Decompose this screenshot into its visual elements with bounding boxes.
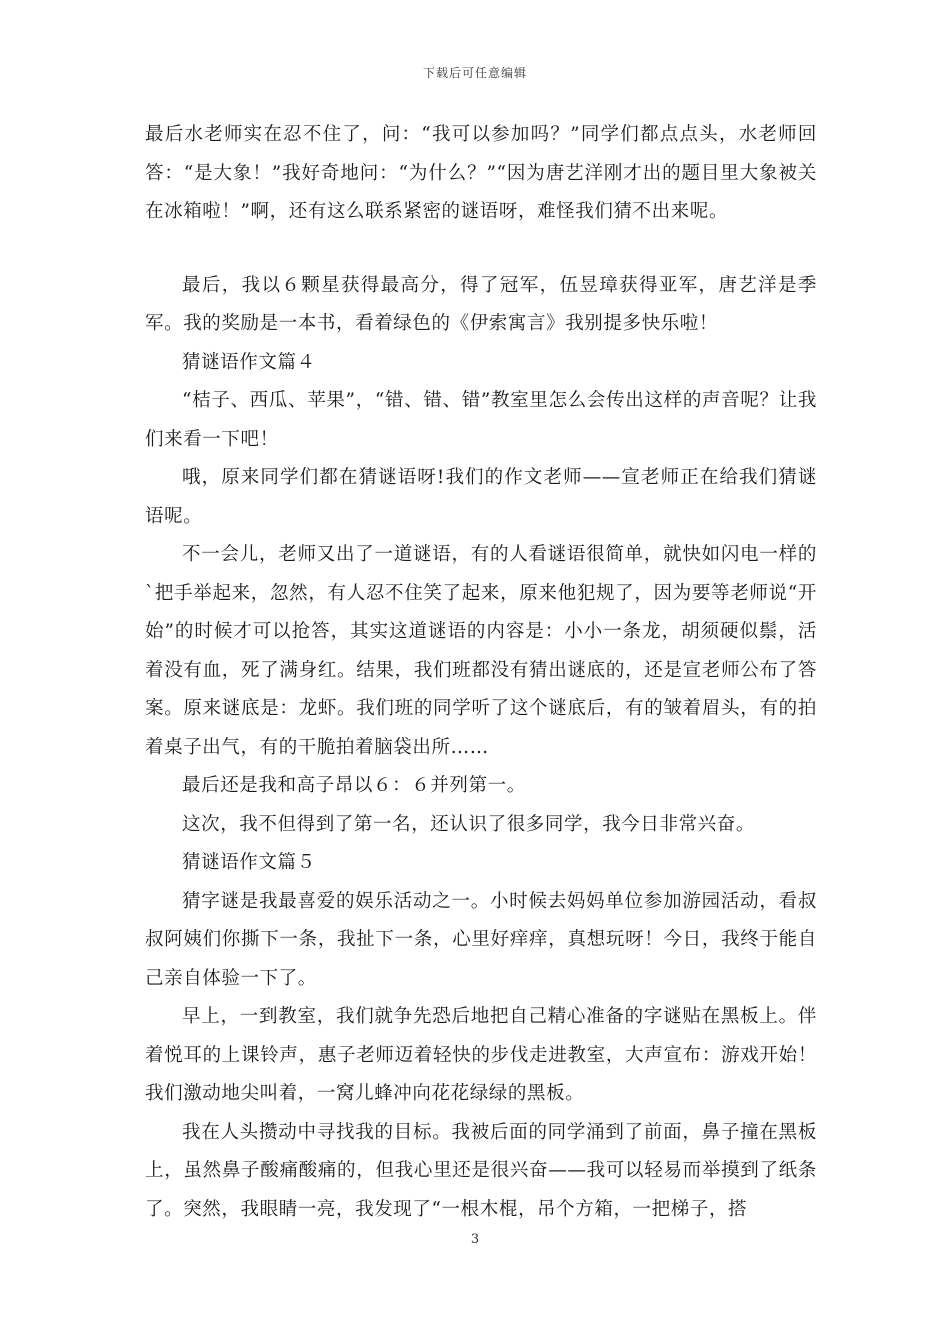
paragraph: 我在人头攒动中寻找我的目标。我被后面的同学涌到了前面，鼻子撞在黑板上，虽然鼻子酸痛酸痛的，但我心里还是很兴奋——我可以轻易而举摸到了纸条了。突然，我眼睛一亮，我发现了“一根木棍，吊个方箱，一把梯子，搭 xyxy=(145,1121,817,1220)
page-number: 3 xyxy=(470,1232,480,1247)
paragraph: “桔子、西瓜、苹果”，“错、错、错”教室里怎么会传出这样的声音呢？让我们来看一下吧！ xyxy=(145,390,817,450)
paragraph: 早上，一到教室，我们就争先恐后地把自己精心准备的字谜贴在黑板上。伴着悦耳的上课铃声，惠子老师迈着轻快的步伐走进教室，大声宣布：游戏开始！我们激动地尖叫着，一窝儿蜂冲向花花绿绿的黑板。 xyxy=(145,1006,817,1104)
paragraph: 猜字谜是我最喜爱的娱乐活动之一。小时候去妈妈单位参加游园活动，看叔叔阿姨们你撕下一条，我扯下一条，心里好痒痒，真想玩呀！今日，我终于能自己亲自体验一下了。 xyxy=(145,890,817,989)
section-heading: 猜谜语作文篇４ xyxy=(182,351,316,373)
paragraph: 哦，原来同学们都在猜谜语呀!我们的作文老师——宣老师正在给我们猜谜语呢。 xyxy=(145,467,817,527)
paragraph: 最后水老师实在忍不住了，问：“我可以参加吗？”同学们都点点头，水老师回答：“是大象！”我好奇地问：“为什么？”“因为唐艺洋刚才出的题目里大象被关在冰箱啦！”啊，还有这么联系紧密的谜语呀，难怪我们猜不出来呢。 xyxy=(145,124,817,222)
blank-line xyxy=(145,232,817,267)
paragraph: 这次，我不但得到了第一名，还认识了很多同学，我今日非常兴奋。 xyxy=(182,813,756,835)
paragraph: 最后，我以６颗星获得最高分，得了冠军，伍昱璋获得亚军，唐艺洋是季军。我的奖励是一本书，看着绿色的《伊索寓言》我别提多快乐啦！ xyxy=(145,274,817,334)
document-body xyxy=(145,116,817,1229)
paragraph: 最后还是我和高子昂以６：６并列第一。 xyxy=(182,775,526,796)
page-header: 下载后可任意编辑 xyxy=(422,66,527,80)
paragraph: 不一会儿，老师又出了一道谜语，有的人看谜语很简单，就快如闪电一样的`把手举起来，忽然，有人忍不住笑了起来，原来他犯规了，因为要等老师说“开始”的时候才可以抢答，其实这道谜语的内容是：小小一条龙，胡须硬似鬃，活着没有血，死了满身红。结果，我们班都没有猜出谜底的，还是宣老师公布了答案。原来谜底是：龙虾。我们班的同学听了这个谜底后，有的皱着眉头，有的拍着桌子出气，有的干脆拍着脑袋出所…… xyxy=(145,544,817,758)
section-heading: 猜谜语作文篇５ xyxy=(182,852,316,873)
